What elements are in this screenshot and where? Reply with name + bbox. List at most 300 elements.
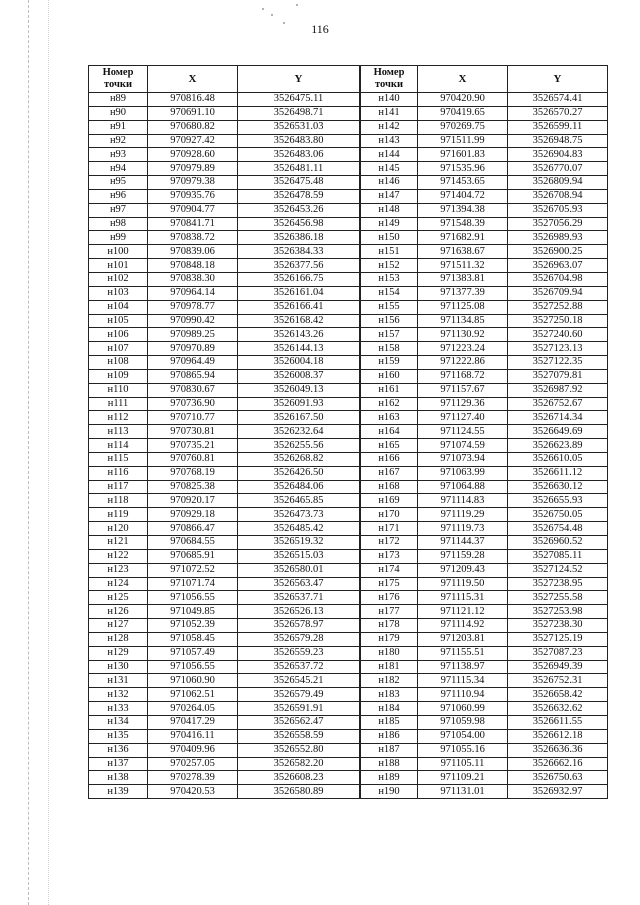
cell-point-id: н164 (361, 425, 418, 439)
cell-point-id: н120 (89, 522, 148, 536)
cell-y: 3526166.41 (238, 300, 360, 314)
cell-point-id: н97 (89, 203, 148, 217)
cell-x: 970865.94 (148, 369, 238, 383)
cell-point-id: н148 (361, 203, 418, 217)
cell-y: 3526559.23 (238, 646, 360, 660)
table-row (361, 702, 608, 716)
table-row (89, 342, 360, 356)
cell-point-id: н130 (89, 660, 148, 674)
table-row (89, 632, 360, 646)
cell-y: 3526526.13 (238, 605, 360, 619)
cell-y: 3526483.06 (238, 148, 360, 162)
cell-y: 3526658.42 (508, 688, 608, 702)
cell-point-id: н108 (89, 356, 148, 370)
cell-point-id: н166 (361, 452, 418, 466)
table-row (361, 452, 608, 466)
table-row (89, 757, 360, 771)
cell-x: 970409.96 (148, 743, 238, 757)
cell-point-id: н188 (361, 757, 418, 771)
cell-x: 970768.19 (148, 466, 238, 480)
column-header-y: Y (508, 66, 608, 93)
table-row (89, 369, 360, 383)
cell-y: 3527079.81 (508, 369, 608, 383)
cell-x: 970825.38 (148, 480, 238, 494)
cell-x: 970278.39 (148, 771, 238, 785)
cell-point-id: н172 (361, 536, 418, 550)
cell-y: 3526580.01 (238, 563, 360, 577)
cell-x: 970685.91 (148, 549, 238, 563)
cell-x: 970735.21 (148, 439, 238, 453)
cell-point-id: н92 (89, 134, 148, 148)
cell-x: 971115.34 (418, 674, 508, 688)
cell-y: 3527238.30 (508, 619, 608, 633)
cell-x: 971105.11 (418, 757, 508, 771)
cell-x: 971209.43 (418, 563, 508, 577)
cell-y: 3526963.07 (508, 259, 608, 273)
cell-point-id: н129 (89, 646, 148, 660)
cell-x: 971058.45 (148, 632, 238, 646)
cell-point-id: н187 (361, 743, 418, 757)
cell-point-id: н190 (361, 785, 418, 799)
cell-y: 3527122.35 (508, 356, 608, 370)
cell-x: 970978.77 (148, 300, 238, 314)
cell-x: 970257.05 (148, 757, 238, 771)
table-row (89, 300, 360, 314)
cell-y: 3526478.59 (238, 189, 360, 203)
cell-x: 970964.14 (148, 286, 238, 300)
cell-y: 3526465.85 (238, 494, 360, 508)
cell-x: 970830.67 (148, 383, 238, 397)
table-row (89, 176, 360, 190)
cell-x: 971130.92 (418, 328, 508, 342)
cell-point-id: н174 (361, 563, 418, 577)
cell-point-id: н183 (361, 688, 418, 702)
table-row (361, 494, 608, 508)
cell-x: 971159.28 (418, 549, 508, 563)
cell-y: 3526770.07 (508, 162, 608, 176)
table-row (361, 674, 608, 688)
cell-y: 3526636.36 (508, 743, 608, 757)
cell-point-id: н138 (89, 771, 148, 785)
cell-y: 3526485.42 (238, 522, 360, 536)
cell-point-id: н144 (361, 148, 418, 162)
table-row (89, 259, 360, 273)
cell-y: 3526563.47 (238, 577, 360, 591)
column-header-x: X (148, 66, 238, 93)
cell-point-id: н107 (89, 342, 148, 356)
cell-point-id: н128 (89, 632, 148, 646)
cell-y: 3526632.62 (508, 702, 608, 716)
cell-y: 3526750.63 (508, 771, 608, 785)
cell-point-id: н151 (361, 245, 418, 259)
cell-point-id: н165 (361, 439, 418, 453)
cell-x: 970929.18 (148, 508, 238, 522)
table-row (89, 466, 360, 480)
cell-y: 3526232.64 (238, 425, 360, 439)
table-row (361, 259, 608, 273)
cell-x: 970838.30 (148, 272, 238, 286)
table-row (89, 536, 360, 550)
cell-y: 3526904.83 (508, 148, 608, 162)
cell-y: 3526714.34 (508, 411, 608, 425)
cell-y: 3526612.18 (508, 729, 608, 743)
table-row (361, 743, 608, 757)
cell-point-id: н139 (89, 785, 148, 799)
cell-y: 3526599.11 (508, 120, 608, 134)
table-row (89, 729, 360, 743)
cell-y: 3526453.26 (238, 203, 360, 217)
table-row (361, 134, 608, 148)
cell-y: 3526960.52 (508, 536, 608, 550)
cell-x: 971601.83 (418, 148, 508, 162)
cell-y: 3526475.48 (238, 176, 360, 190)
cell-x: 971404.72 (418, 189, 508, 203)
cell-y: 3526144.13 (238, 342, 360, 356)
cell-point-id: н160 (361, 369, 418, 383)
cell-y: 3526498.71 (238, 106, 360, 120)
table-row (361, 549, 608, 563)
cell-y: 3526987.92 (508, 383, 608, 397)
table-row (89, 508, 360, 522)
cell-x: 971127.40 (418, 411, 508, 425)
table-row (361, 314, 608, 328)
cell-y: 3526537.71 (238, 591, 360, 605)
cell-y: 3526708.94 (508, 189, 608, 203)
cell-point-id: н143 (361, 134, 418, 148)
cell-y: 3526537.72 (238, 660, 360, 674)
cell-point-id: н89 (89, 93, 148, 107)
table-row (361, 176, 608, 190)
cell-point-id: н169 (361, 494, 418, 508)
scan-edge-line (48, 0, 50, 905)
cell-x: 970264.05 (148, 702, 238, 716)
cell-y: 3526456.98 (238, 217, 360, 231)
cell-x: 970928.60 (148, 148, 238, 162)
cell-y: 3526167.50 (238, 411, 360, 425)
cell-x: 971125.08 (418, 300, 508, 314)
cell-x: 970866.47 (148, 522, 238, 536)
cell-point-id: н116 (89, 466, 148, 480)
cell-y: 3526562.47 (238, 715, 360, 729)
cell-y: 3526545.21 (238, 674, 360, 688)
cell-y: 3527123.13 (508, 342, 608, 356)
cell-y: 3526705.93 (508, 203, 608, 217)
cell-x: 971055.16 (418, 743, 508, 757)
cell-x: 971119.29 (418, 508, 508, 522)
table-row (89, 217, 360, 231)
cell-point-id: н91 (89, 120, 148, 134)
table-row (89, 314, 360, 328)
cell-x: 971377.39 (418, 286, 508, 300)
column-header-point: Номер точки (361, 66, 418, 93)
cell-y: 3527125.19 (508, 632, 608, 646)
cell-point-id: н103 (89, 286, 148, 300)
cell-x: 970848.18 (148, 259, 238, 273)
cell-y: 3526483.80 (238, 134, 360, 148)
cell-y: 3526484.06 (238, 480, 360, 494)
cell-x: 971129.36 (418, 397, 508, 411)
cell-x: 971394.38 (418, 203, 508, 217)
table-row (89, 646, 360, 660)
cell-y: 3526574.41 (508, 93, 608, 107)
cell-y: 3526426.50 (238, 466, 360, 480)
cell-y: 3526268.82 (238, 452, 360, 466)
table-row (89, 272, 360, 286)
cell-point-id: н171 (361, 522, 418, 536)
table-row (361, 106, 608, 120)
cell-point-id: н99 (89, 231, 148, 245)
table-row (89, 203, 360, 217)
table-row (89, 134, 360, 148)
cell-x: 971168.72 (418, 369, 508, 383)
cell-x: 971110.94 (418, 688, 508, 702)
cell-y: 3526932.97 (508, 785, 608, 799)
cell-point-id: н119 (89, 508, 148, 522)
cell-y: 3526580.89 (238, 785, 360, 799)
table-row (89, 439, 360, 453)
table-row (361, 771, 608, 785)
table-row (361, 605, 608, 619)
cell-point-id: н125 (89, 591, 148, 605)
cell-point-id: н134 (89, 715, 148, 729)
cell-x: 971054.00 (418, 729, 508, 743)
cell-y: 3526649.69 (508, 425, 608, 439)
cell-y: 3526091.93 (238, 397, 360, 411)
cell-y: 3526582.20 (238, 757, 360, 771)
cell-point-id: н181 (361, 660, 418, 674)
cell-y: 3527085.11 (508, 549, 608, 563)
cell-y: 3526552.80 (238, 743, 360, 757)
cell-y: 3526579.49 (238, 688, 360, 702)
cell-x: 971134.85 (418, 314, 508, 328)
cell-point-id: н96 (89, 189, 148, 203)
scan-speck (271, 14, 273, 16)
cell-x: 970760.81 (148, 452, 238, 466)
table-row (89, 522, 360, 536)
cell-x: 970841.71 (148, 217, 238, 231)
cell-point-id: н158 (361, 342, 418, 356)
cell-point-id: н186 (361, 729, 418, 743)
cell-x: 971638.67 (418, 245, 508, 259)
table-row (361, 425, 608, 439)
cell-point-id: н109 (89, 369, 148, 383)
table-row (361, 508, 608, 522)
table-row (89, 577, 360, 591)
cell-y: 3526579.28 (238, 632, 360, 646)
cell-y: 3526611.55 (508, 715, 608, 729)
table-row (89, 397, 360, 411)
cell-point-id: н104 (89, 300, 148, 314)
cell-point-id: н98 (89, 217, 148, 231)
cell-point-id: н114 (89, 439, 148, 453)
cell-point-id: н135 (89, 729, 148, 743)
table-row (89, 480, 360, 494)
table-row (89, 189, 360, 203)
cell-point-id: н170 (361, 508, 418, 522)
cell-y: 3526255.56 (238, 439, 360, 453)
cell-point-id: н106 (89, 328, 148, 342)
cell-x: 971062.51 (148, 688, 238, 702)
cell-y: 3526655.93 (508, 494, 608, 508)
cell-x: 971114.92 (418, 619, 508, 633)
cell-x: 970730.81 (148, 425, 238, 439)
cell-point-id: н121 (89, 536, 148, 550)
cell-y: 3526611.12 (508, 466, 608, 480)
table-row (89, 702, 360, 716)
cell-point-id: н102 (89, 272, 148, 286)
cell-y: 3527250.18 (508, 314, 608, 328)
cell-y: 3526623.89 (508, 439, 608, 453)
cell-y: 3526384.33 (238, 245, 360, 259)
cell-x: 970710.77 (148, 411, 238, 425)
cell-point-id: н177 (361, 605, 418, 619)
cell-y: 3526168.42 (238, 314, 360, 328)
cell-x: 970816.48 (148, 93, 238, 107)
cell-x: 971071.74 (148, 577, 238, 591)
cell-x: 971056.55 (148, 660, 238, 674)
cell-x: 971131.01 (418, 785, 508, 799)
cell-point-id: н118 (89, 494, 148, 508)
scan-speck (296, 4, 298, 6)
column-header-x: X (418, 66, 508, 93)
cell-point-id: н112 (89, 411, 148, 425)
cell-point-id: н167 (361, 466, 418, 480)
cell-x: 970420.90 (418, 93, 508, 107)
table-row (89, 120, 360, 134)
table-row (89, 93, 360, 107)
table-row (361, 646, 608, 660)
table-row (361, 785, 608, 799)
cell-x: 971535.96 (418, 162, 508, 176)
table-row (89, 328, 360, 342)
scan-edge-line (28, 0, 30, 905)
cell-y: 3526704.98 (508, 272, 608, 286)
table-row (89, 452, 360, 466)
cell-x: 971064.88 (418, 480, 508, 494)
cell-y: 3526709.94 (508, 286, 608, 300)
cell-x: 970979.89 (148, 162, 238, 176)
cell-y: 3526662.16 (508, 757, 608, 771)
cell-y: 3526754.48 (508, 522, 608, 536)
table-row (89, 425, 360, 439)
cell-point-id: н189 (361, 771, 418, 785)
coordinates-table-left (88, 65, 360, 799)
cell-point-id: н132 (89, 688, 148, 702)
table-row (89, 356, 360, 370)
cell-point-id: н185 (361, 715, 418, 729)
cell-x: 971115.31 (418, 591, 508, 605)
cell-point-id: н90 (89, 106, 148, 120)
cell-x: 971222.86 (418, 356, 508, 370)
table-row (89, 771, 360, 785)
table-row (89, 411, 360, 425)
cell-point-id: н152 (361, 259, 418, 273)
cell-x: 970417.29 (148, 715, 238, 729)
cell-y: 3526531.03 (238, 120, 360, 134)
cell-point-id: н133 (89, 702, 148, 716)
cell-point-id: н173 (361, 549, 418, 563)
table-row (361, 619, 608, 633)
cell-x: 971057.49 (148, 646, 238, 660)
cell-point-id: н117 (89, 480, 148, 494)
cell-x: 971124.55 (418, 425, 508, 439)
cell-point-id: н136 (89, 743, 148, 757)
cell-x: 970990.42 (148, 314, 238, 328)
cell-x: 970935.76 (148, 189, 238, 203)
cell-x: 971073.94 (418, 452, 508, 466)
cell-y: 3526948.75 (508, 134, 608, 148)
cell-x: 970416.11 (148, 729, 238, 743)
cell-point-id: н159 (361, 356, 418, 370)
cell-y: 3526049.13 (238, 383, 360, 397)
table-row (361, 148, 608, 162)
cell-point-id: н124 (89, 577, 148, 591)
table-row (361, 203, 608, 217)
cell-x: 970684.55 (148, 536, 238, 550)
table-row (361, 439, 608, 453)
table-row (89, 660, 360, 674)
cell-point-id: н126 (89, 605, 148, 619)
cell-x: 971203.81 (418, 632, 508, 646)
cell-y: 3526386.18 (238, 231, 360, 245)
table-row (361, 231, 608, 245)
table-row (361, 245, 608, 259)
cell-y: 3526004.18 (238, 356, 360, 370)
cell-point-id: н147 (361, 189, 418, 203)
cell-point-id: н155 (361, 300, 418, 314)
table-row (89, 688, 360, 702)
table-row (361, 522, 608, 536)
cell-point-id: н101 (89, 259, 148, 273)
cell-y: 3527255.58 (508, 591, 608, 605)
table-row (361, 660, 608, 674)
table-row (361, 356, 608, 370)
cell-x: 970419.65 (418, 106, 508, 120)
table-row (361, 120, 608, 134)
cell-point-id: н176 (361, 591, 418, 605)
cell-y: 3527238.95 (508, 577, 608, 591)
table-row (361, 300, 608, 314)
table-row (361, 577, 608, 591)
table-row (361, 383, 608, 397)
table-row (89, 605, 360, 619)
cell-point-id: н122 (89, 549, 148, 563)
cell-y: 3527056.29 (508, 217, 608, 231)
table-row (361, 369, 608, 383)
cell-point-id: н168 (361, 480, 418, 494)
cell-point-id: н105 (89, 314, 148, 328)
table-header-row (89, 66, 360, 93)
cell-x: 970680.82 (148, 120, 238, 134)
cell-x: 971114.83 (418, 494, 508, 508)
cell-point-id: н111 (89, 397, 148, 411)
cell-point-id: н100 (89, 245, 148, 259)
table-row (89, 494, 360, 508)
cell-point-id: н113 (89, 425, 148, 439)
table-row (89, 106, 360, 120)
cell-y: 3526473.73 (238, 508, 360, 522)
cell-point-id: н127 (89, 619, 148, 633)
cell-y: 3527252.88 (508, 300, 608, 314)
cell-x: 971072.52 (148, 563, 238, 577)
table-row (361, 536, 608, 550)
cell-x: 971157.67 (418, 383, 508, 397)
table-row (361, 286, 608, 300)
table-row (89, 245, 360, 259)
cell-point-id: н182 (361, 674, 418, 688)
table-row (361, 729, 608, 743)
coordinates-table-right (360, 65, 608, 799)
